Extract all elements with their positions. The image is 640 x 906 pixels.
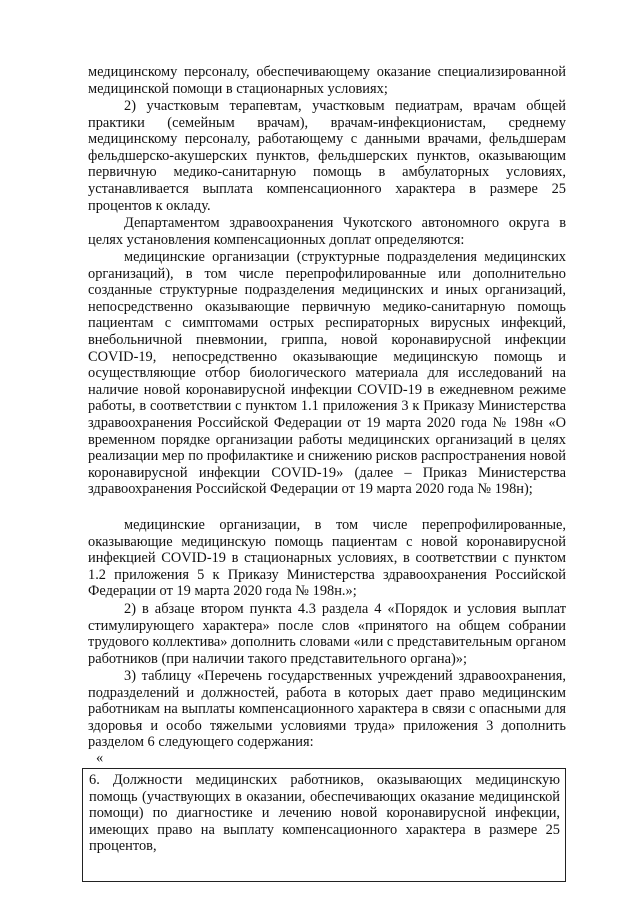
paragraph-inpatient-organizations: медицинские организации, в том числе перепрофилированные, оказывающие медицинскую помощь пациентам с новой коронавирусной инфекцией COVID-19 в стационарных условиях, в соответствии с пунктом 1.2 приложения 5 к Приказу Министерства здравоохранения Российской Федерации от 19 марта 2020 года № 198н.»; bbox=[88, 517, 566, 600]
paragraph-item-2-therapists: 2) участковым терапевтам, участковым педиатрам, врачам общей практики (семейным врачам), врачам-инфекционистам, среднему медицинскому персоналу, работающему с данными врачами, фельдшерам фельдшерско-акушерских пунктов, фельдшерских пунктов, оказывающим первичную медико-санитарную помощь в амбулаторных условиях, устанавливается выплата компенсационного характера в размере 25 процентов к окладу. bbox=[88, 98, 566, 214]
paragraph-continuation: медицинскому персоналу, обеспечивающему оказание специализированной медицинской помощи в стационарных условиях; bbox=[88, 64, 566, 97]
paragraph-department: Департаментом здравоохранения Чукотского автономного округа в целях установления компенсационных доплат определяются: bbox=[88, 215, 566, 248]
paragraph-item-3-table: 3) таблицу «Перечень государственных учреждений здравоохранения, подразделений и должностей, работа в которых дает право медицинским работникам на выплаты компенсационного характера в связи с опасными для здоровья и особо тяжелыми условиями труда» приложения 3 дополнить разделом 6 следующего содержания: bbox=[88, 668, 566, 751]
table-section-text: 6. Должности медицинских работников, оказывающих медицинскую помощь (участвующих в оказании, обеспечивающих оказание медицинской помощи) по диагностике и лечению новой коронавирусной инфекции, имеющих право на выплату компенсационного характера в размере 25 процентов, bbox=[89, 772, 560, 855]
paragraph-medical-organizations: медицинские организации (структурные подразделения медицинских организаций), в том числе перепрофилированные или дополнительно созданные структурные подразделения медицинских и иных организаций, непосредственно оказывающие первичную медико-санитарную помощь пациентам с симптомами острых респираторных вирусных инфекций, внебольничной пневмонии, гриппа, новой коронавирусной инфекции COVID-19, непосредственно оказывающие медицинскую помощь и осуществляющие отбор биологического материала для исследований на наличие новой коронавирусной инфекции COVID-19 в ежедневном режиме работы, в соответствии с пунктом 1.1 приложения 3 к Приказу Министерства здравоохранения Российской Федерации от 19 марта 2020 года № 198н «О временном порядке организации работы медицинских организаций в целях реализации мер по профилактике и снижению рисков распространения новой коронавирусной инфекции COVID-19» (далее – Приказ Министерства здравоохранения Российской Федерации от 19 марта 2020 года № 198н); bbox=[88, 249, 566, 498]
paragraph-item-2-amendment: 2) в абзаце втором пункта 4.3 раздела 4 «Порядок и условия выплат стимулирующего характера» после слов «принятого на общем собрании трудового коллектива» дополнить словами «или с представительным органом работников (при наличии такого представительного органа)»; bbox=[88, 601, 566, 667]
table-section-box bbox=[82, 768, 566, 882]
opening-quote-mark: « bbox=[96, 750, 104, 766]
